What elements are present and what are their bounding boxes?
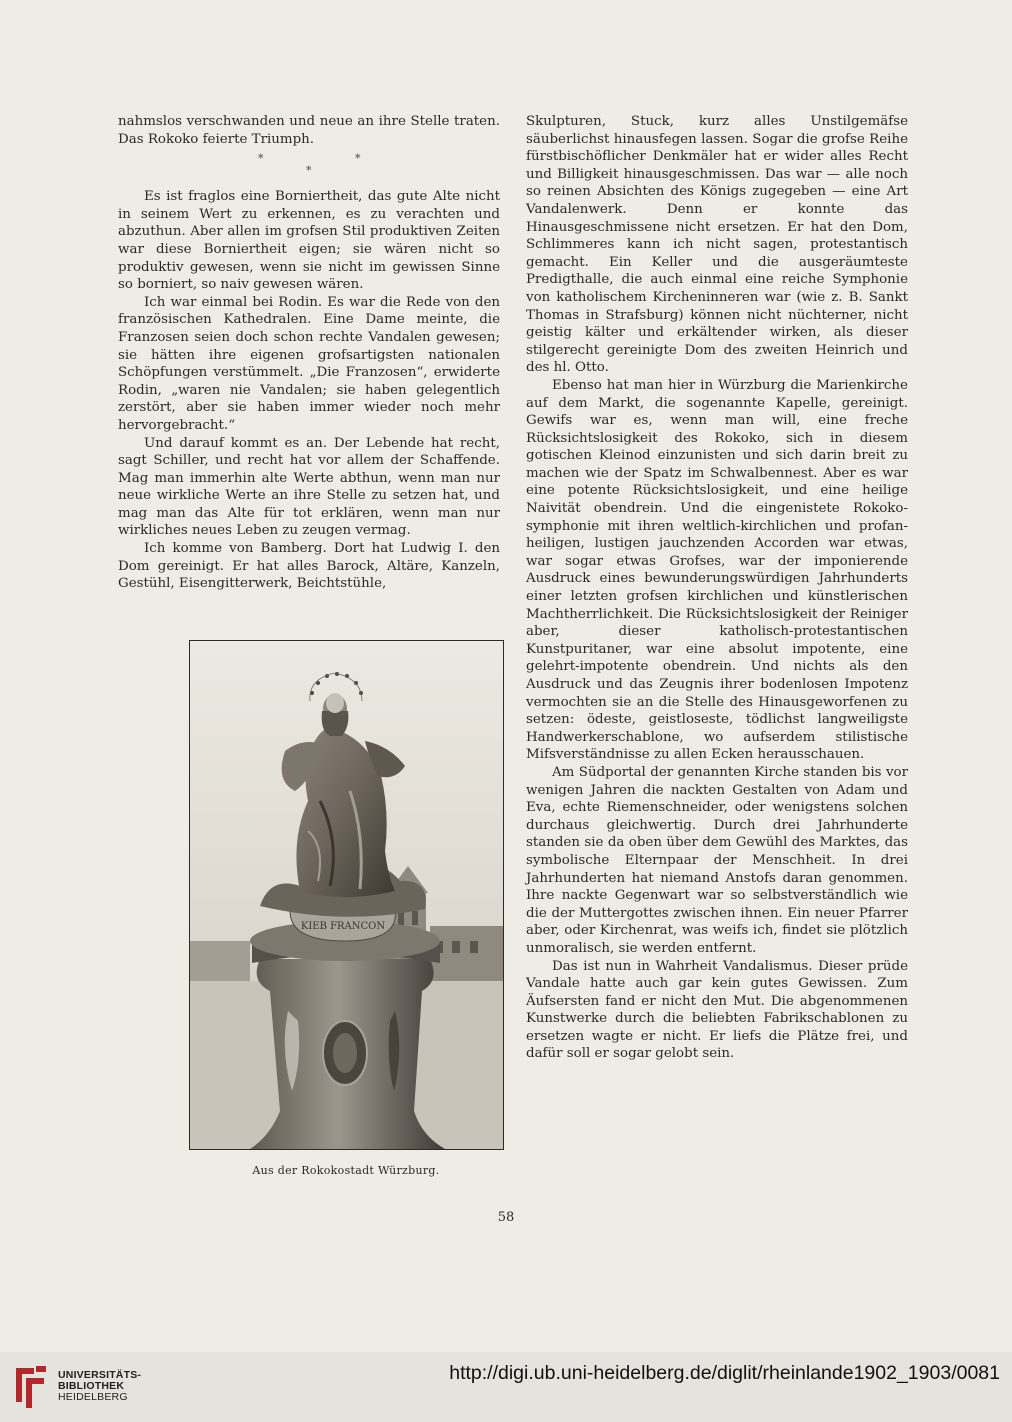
- statue-illustration: [190, 641, 503, 1149]
- separator-asterisk: *: [258, 152, 264, 166]
- left-text-column: [118, 113, 500, 593]
- paragraph: nahmslos verschwanden und neue an ihre Stelle traten. Das Rokoko feierte Triumph.: [118, 114, 500, 147]
- library-name-line: BIBLIOTHEK: [58, 1380, 125, 1392]
- source-url-link[interactable]: http://digi.ub.uni-heidelberg.de/diglit/rheinlande1902_1903/0081: [449, 1362, 1000, 1384]
- paragraph: Ich komme von Bamberg. Dort hat Ludwig I. den Dom gereinigt. Er hat alles Barock, Altäre, Kanzeln, Gestühl, Eisengitterwerk, Beichtstühle,: [118, 541, 500, 592]
- paragraph: Und darauf kommt es an. Der Lebende hat recht, sagt Schiller, und recht hat vor allem der Schaffende. Mag man immerhin alte Werte abthun, wenn man nur neue wirkliche Werte an ihre Stelle zu setzen hat, und mag man das Alte für tot erklären, wenn man nur wirkliches neues Leben zu zeugen vermag.: [118, 435, 500, 539]
- pedestal-inscription: KIEB FRANCON: [300, 921, 386, 932]
- paragraph: Ich war einmal bei Rodin. Es war die Rede von den französischen Kathedralen. Eine Dame meinte, die Franzosen seien doch schon rechte Vandalen gewesen; sie hätten ihre eigenen grofsartigsten nationalen Schöpfungen verstümmelt. „Die Franzosen“, erwiderte Rodin, „waren nie Vandalen; sie haben gelegentlich zerstört, aber sie haben immer wieder noch mehr hervorgebracht.“: [118, 294, 500, 433]
- paragraph: Am Südportal der genannten Kirche standen bis vor wenigen Jahren die nackten Gestalten von Adam und Eva, echte Riemenschneider, oder wenigstens solchen durchaus gleichwertig. Durch drei Jahrhunderte standen sie da oben über dem Gewühl des Marktes, das symbolische Elternpaar der Menschheit. In drei Jahrhunderten hat niemand Anstofs daran genommen. Ihre nackte Gegenwart war so selbstverständlich wie die der Muttergottes zwischen ihnen. Ein neuer Pfarrer aber, oder Kirchenrat, was weifs ich, findet sie plötzlich unmoralisch, sie werden entfernt.: [526, 764, 908, 956]
- paragraph: Das ist nun in Wahrheit Vandalismus. Dieser prüde Vandale hatte auch gar kein gutes Gewissen. Zum Äufsersten fand er nicht den Mut. Die abgenommenen Kunstwerke durch die beliebten Fabrikschablonen zu ersetzen wagte er nicht. Er liefs die Plätze frei, und dafür soll er sogar gelobt sein.: [526, 958, 908, 1062]
- figure-caption: Aus der Rokokostadt Würzburg.: [252, 1164, 440, 1177]
- digitization-footer: [0, 1352, 1012, 1422]
- library-name-line: UNIVERSITÄTS-: [58, 1369, 142, 1381]
- separator-asterisk: *: [306, 164, 312, 178]
- library-name-line: HEIDELBERG: [58, 1391, 128, 1403]
- paragraph: Ebenso hat man hier in Würzburg die Marienkirche auf dem Markt, die sogenannte Kapelle, gereinigt. Gewifs war es, wenn man will, eine freche Rücksichtslosigkeit des Rokoko, sich in diesem gotischen Kleinod einzunisten und sich darin breit zu machen wie der Spatz im Schwalbennest. Aber es war eine potente Rücksichtslosigkeit, und eine heilige Naivität obendrein. Und die eingenistete Rokoko-symphonie mit ihren weltlich-kirchlichen und profan-heiligen, lustigen jauchzenden Accorden war etwas, war sogar etwas Grofses, war der imponierende Ausdruck eines bewunderungswürdigen Jahrhunderts einer letzten grofsen kirchlichen und künstlerischen Machtherrlichkeit. Die Rücksichtslosigkeit der Reiniger aber, dieser katholisch-protestantischen Kunstpuritaner, war eine absolut impotente, eine gelehrt-impotente obendrein. Und nichts als den Ausdruck und das Zeugnis ihrer bodenlosen Impotenz vermochten sie an die Stelle des Hinausgeworfenen zu setzen: ödeste, geistloseste, tödlichst langweiligste Handwerkerschablone, wo aufserdem stilistische Mifsverständnisse zu allen Ecken herausschauen.: [526, 377, 908, 763]
- library-name: [58, 1370, 141, 1403]
- madonna-statue-photograph: [189, 640, 504, 1150]
- library-logo-icon: [12, 1362, 48, 1410]
- paragraph: Es ist fraglos eine Borniertheit, das gute Alte nicht in seinem Wert zu erkennen, es zu verachten und abzuthun. Aber allen im grofsen Stil produktiven Zeiten war diese Borniertheit eigen; sie wären nicht so produktiv gewesen, wenn sie nicht im gewissen Sinne so borniert, so naiv gewesen wären.: [118, 189, 500, 293]
- section-separator: [118, 148, 500, 188]
- right-text-column: [526, 113, 908, 1063]
- separator-asterisk: *: [355, 152, 361, 166]
- page-number: 58: [497, 1210, 515, 1225]
- paragraph: Skulpturen, Stuck, kurz alles Unstilgemäfse säuberlichst hinausfegen lassen. Sogar die grofse Reihe fürstbischöflicher Denkmäler hat er wider alles Recht und Billigkeit hinausgeschmissen. Das war — alle noch so reinen Absichten des Königs zugegeben — eine Art Vandalenwerk. Denn er konnte das Hinausgeschmissene nicht ersetzen. Er hat den Dom, Schlimmeres kann ich nicht sagen, protestantisch gemacht. Ein Keller und die ausgeräumteste Predigthalle, die auch einmal eine reiche Symphonie von katholischem Kircheninneren war (wie z. B. Sankt Thomas in Strafsburg) können nicht nüchterner, nicht geistig kälter und erkältender wirken, als dieser stilgerecht gereinigte Dom des zweiten Heinrich und des hl. Otto.: [526, 114, 908, 376]
